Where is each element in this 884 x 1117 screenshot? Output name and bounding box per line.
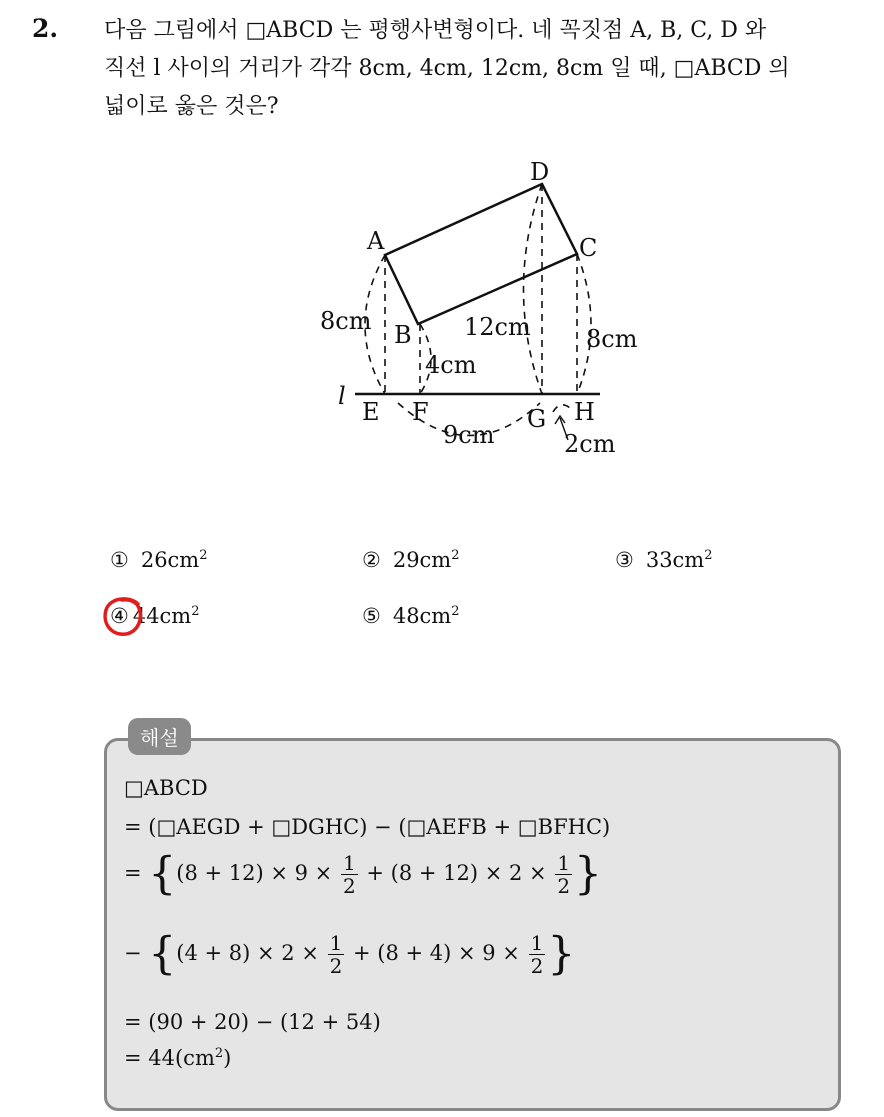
choice-sup: 2	[451, 548, 460, 563]
choice-value: 48cm	[392, 604, 452, 628]
choice-mark: ②	[362, 548, 381, 572]
choice-value: 26cm	[140, 548, 200, 572]
frac-den: 2	[530, 954, 544, 978]
brace-2cm	[553, 405, 570, 412]
solution-badge: 해설	[128, 718, 191, 755]
choice-mark: ④	[110, 604, 129, 628]
measure-8cm-right: 8cm	[586, 325, 638, 353]
choice-value: 29cm	[392, 548, 452, 572]
question-line: 직선 l 사이의 거리가 각각 8cm, 4cm, 12cm, 8cm 일 때, □ABCD 의	[104, 56, 790, 81]
label-line-l: l	[338, 382, 346, 410]
frac-den: 2	[557, 874, 571, 898]
choice-value: 33cm	[645, 548, 705, 572]
left-brace: {	[148, 928, 177, 980]
question-line: 넓이로 옳은 것은?	[104, 94, 279, 119]
choice-mark: ③	[615, 548, 634, 572]
choice-sup: 2	[199, 548, 208, 563]
text: =	[124, 861, 149, 885]
brace-12cm	[524, 184, 543, 394]
text: + (8 + 12) × 2 ×	[359, 861, 554, 885]
frac-den: 2	[329, 954, 343, 978]
fraction	[341, 852, 358, 897]
choice-value: 44cm	[132, 604, 192, 628]
label-c: C	[579, 234, 598, 262]
choice-mark: ⑤	[362, 604, 381, 628]
choice-sup: 2	[451, 604, 460, 619]
measure-4cm: 4cm	[425, 351, 477, 379]
right-brace: }	[547, 928, 576, 980]
question-number: 2.	[32, 14, 59, 43]
label-h: H	[574, 398, 595, 426]
solution-line-1: □ABCD	[124, 776, 208, 800]
choice-1[interactable]	[110, 548, 208, 572]
text: −	[124, 941, 149, 965]
frac-num: 1	[557, 851, 571, 875]
solution-line-3	[124, 848, 603, 900]
label-a: A	[367, 227, 385, 255]
brace-8cm-right	[577, 254, 591, 394]
measure-8cm-left: 8cm	[320, 307, 372, 335]
solution-line-5: = (90 + 20) − (12 + 54)	[124, 1010, 381, 1034]
text: (4 + 8) × 2 ×	[176, 941, 326, 965]
question-line: 다음 그림에서 □ABCD 는 평행사변형이다. 네 꼭짓점 A, B, C, D 와	[104, 18, 767, 43]
measure-9cm: 9cm	[443, 421, 495, 449]
text: )	[223, 1046, 232, 1070]
fraction	[555, 852, 572, 897]
frac-num: 1	[530, 931, 544, 955]
sup: 2	[214, 1046, 224, 1061]
solution-line-4	[124, 928, 576, 980]
choice-sup: 2	[704, 548, 713, 563]
parallelogram-abcd	[385, 184, 577, 324]
solution-line-2: = (□AEGD + □DGHC) − (□AEFB + □BFHC)	[124, 815, 611, 839]
choice-5[interactable]	[362, 604, 460, 628]
left-brace: {	[148, 848, 177, 900]
right-brace: }	[574, 848, 603, 900]
text: = 44(cm	[124, 1046, 215, 1070]
answer-circle-icon	[100, 594, 146, 640]
choice-mark: ①	[110, 548, 129, 572]
fraction	[529, 932, 546, 977]
label-d: D	[530, 158, 550, 186]
label-b: B	[394, 321, 412, 349]
solution-line-6	[124, 1046, 231, 1070]
frac-den: 2	[342, 874, 356, 898]
parallelogram-figure	[300, 150, 660, 470]
frac-num: 1	[342, 851, 356, 875]
label-e: E	[362, 398, 380, 426]
question-text	[104, 12, 864, 126]
measure-2cm: 2cm	[564, 430, 616, 458]
text: (8 + 12) × 9 ×	[176, 861, 339, 885]
choice-3[interactable]	[615, 548, 713, 572]
fraction	[328, 932, 345, 977]
choice-sup: 2	[191, 604, 200, 619]
frac-num: 1	[329, 931, 343, 955]
label-g: G	[527, 405, 547, 433]
label-f: F	[412, 398, 429, 426]
choice-2[interactable]	[362, 548, 460, 572]
text: + (8 + 4) × 9 ×	[346, 941, 527, 965]
measure-12cm: 12cm	[464, 313, 531, 341]
